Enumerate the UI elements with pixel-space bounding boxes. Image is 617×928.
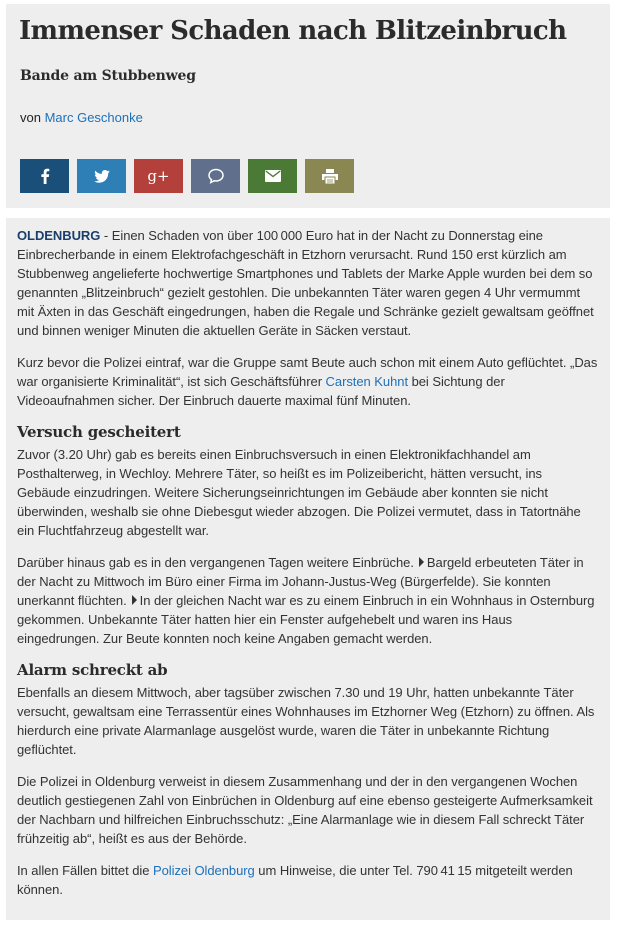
- byline: [20, 110, 598, 125]
- comment-icon: [207, 168, 225, 184]
- author-link[interactable]: Marc Geschonke: [44, 110, 143, 125]
- dateline: OLDENBURG: [17, 228, 101, 243]
- paragraph-2: Kurz bevor die Polizei eintraf, war die Gruppe samt Beute auch schon mit einem Auto geflüchtet. „Das war organisierte Kriminalität“, ist sich Geschäftsführer Carsten Kuhnt bei Sichtung der Videoaufnahmen sicher. Der Einbruch dauerte maximal fünf Minuten.: [17, 355, 598, 408]
- google-plus-share-button[interactable]: [134, 159, 183, 193]
- article-header: [6, 4, 610, 208]
- subheadline: Bande am Stubbenweg: [20, 68, 196, 84]
- email-share-button[interactable]: [248, 159, 297, 193]
- comment-button[interactable]: [191, 159, 240, 193]
- printer-icon: [322, 169, 338, 184]
- share-bar: [20, 159, 354, 193]
- arrow-right-icon: [419, 557, 424, 567]
- email-icon: [265, 170, 281, 182]
- google-plus-icon: g+: [147, 167, 170, 185]
- paragraph-7: In allen Fällen bittet die Polizei Oldenburg um Hinweise, die unter Tel. 790 41 15 mitgeteilt werden können.: [17, 863, 573, 897]
- article-body: [6, 218, 610, 920]
- subheading-1: Versuch gescheitert: [17, 423, 181, 441]
- paragraph-3: Zuvor (3.20 Uhr) gab es bereits einen Einbruchsversuch in einen Elektronikfachhandel am Posthalterweg, in Wechloy. Mehrere Täter, so heißt es im Polizeibericht, hätten versucht, ins Gebäude einzudringen. Weitere Sicherungseinrichtungen im Gebäude aber konnten sie nicht überwinden, weshalb sie ohne Diebesgut wieder abzogen. Die Polizei vermutet, dass in Tatortnähe ein Fluchtfahrzeug abgestellt war.: [17, 447, 581, 538]
- person-link[interactable]: Carsten Kuhnt: [325, 374, 409, 389]
- byline-prefix: von: [20, 110, 41, 125]
- paragraph-5: Ebenfalls an diesem Mittwoch, aber tagsüber zwischen 7.30 und 19 Uhr, hatten unbekannte Täter versucht, gewaltsam eine Terrassentür eines Wohnhauses im Etzhorner Weg (Etzhorn) zu öffnen. Als hierdurch eine private Alarmanlage ausgelöst wurde, waren die Täter in unbekannte Richtung geflüchtet.: [17, 685, 595, 757]
- arrow-right-icon: [132, 595, 137, 605]
- facebook-share-button[interactable]: [20, 159, 69, 193]
- headline: Immenser Schaden nach Blitzeinbruch: [19, 16, 567, 46]
- twitter-icon: [94, 170, 110, 183]
- facebook-icon: [40, 168, 50, 184]
- print-button[interactable]: [305, 159, 354, 193]
- paragraph-6: Die Polizei in Oldenburg verweist in diesem Zusammenhang und der in den vergangenen Wochen deutlich gestiegenen Zahl von Einbrüchen in Oldenburg auf eine ebenso gesteigerte Aufmerksamkeit der Nachbarn und hilfreichen Einbruchsschutz: „Eine Alarmanlage wie in diesem Fall schreckt Täter frühzeitig ab“, heißt es aus der Behörde.: [17, 774, 593, 846]
- twitter-share-button[interactable]: [77, 159, 126, 193]
- paragraph-4: Darüber hinaus gab es in den vergangenen Tagen weitere Einbrüche. Bargeld erbeuteten Täter in der Nacht zu Mittwoch im Büro einer Firma im Johann-Justus-Weg (Bürgerfelde). Sie konnten unerkannt flüchten. In der gleichen Nacht war es zu einem Einbruch in ein Wohnhaus in Osternburg gekommen. Unbekannte Täter hatten hier ein Fenster aufgehebelt und waren ins Haus eingedrungen. Zur Beute konnten noch keine Angaben gemacht werden.: [17, 555, 595, 646]
- paragraph-1: OLDENBURG - Einen Schaden von über 100 000 Euro hat in der Nacht zu Donnerstag eine Einbrecherbande in einem Elektrofachgeschäft in Etzhorn verursacht. Rund 150 erst kürzlich am Stubbenweg angelieferte hochwertige Smartphones und Tablets der Marke Apple wurden bei dem so genannten „Blitzeinbruch“ gezielt gestohlen. Die unbekannten Täter waren gegen 4 Uhr vermummt mit Äxten in das Geschäft eingedrungen, haben die Regale und Schränke gezielt gewaltsam geöffnet und binnen weniger Minuten die aktuellen Geräte in Säcken verstaut.: [17, 228, 594, 338]
- subheading-2: Alarm schreckt ab: [17, 661, 168, 679]
- police-link[interactable]: Polizei Oldenburg: [152, 863, 255, 878]
